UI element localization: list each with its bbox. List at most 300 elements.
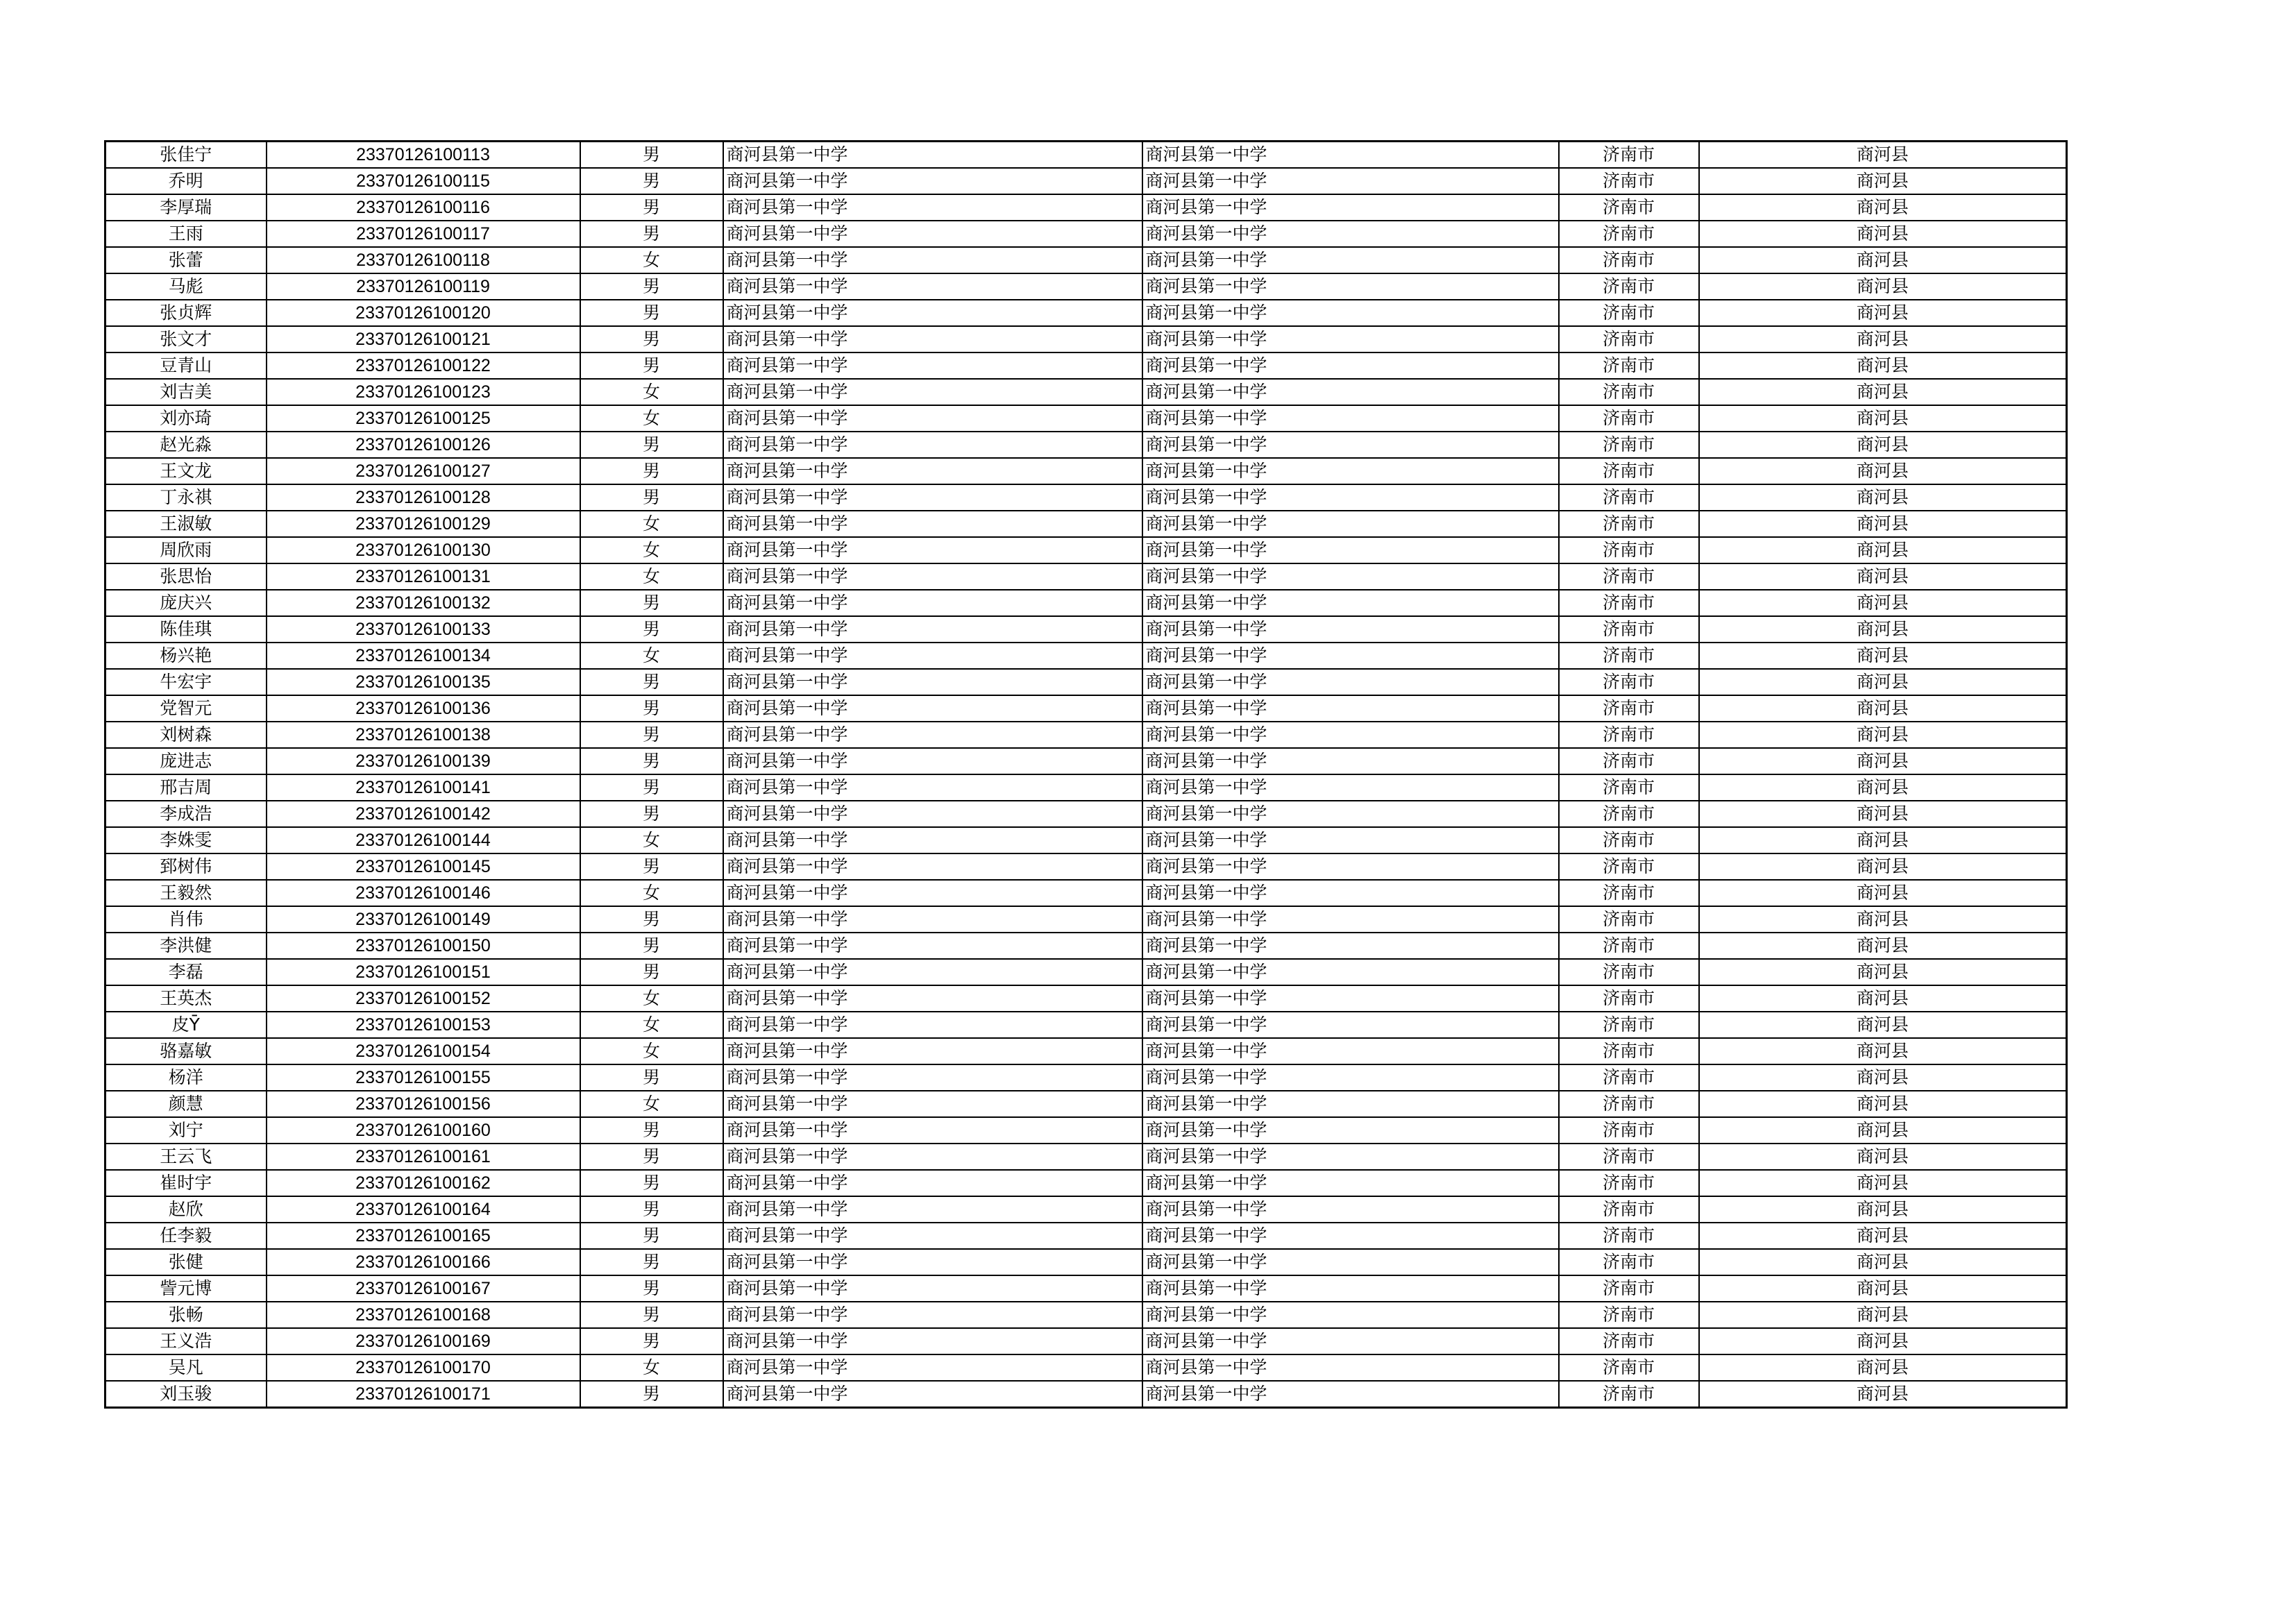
- student-name-cell: 崔时宇: [105, 1170, 267, 1196]
- school-name-cell: 商河县第一中学: [723, 695, 1142, 722]
- city-cell: 济南市: [1559, 1196, 1699, 1223]
- table-row: [105, 1064, 2067, 1091]
- school-name-cell: 商河县第一中学: [723, 748, 1142, 774]
- table-row: [105, 1117, 2067, 1144]
- exam-school-name-cell: 商河县第一中学: [1142, 484, 1559, 511]
- city-cell: 济南市: [1559, 1381, 1699, 1408]
- exam-school-name-cell: 商河县第一中学: [1142, 695, 1559, 722]
- table-row: [105, 1170, 2067, 1196]
- city-cell: 济南市: [1559, 194, 1699, 221]
- student-name-cell: 庞庆兴: [105, 590, 267, 616]
- city-cell: 济南市: [1559, 379, 1699, 405]
- exam-number-cell: 23370126100127: [267, 458, 580, 484]
- student-name-cell: 王义浩: [105, 1328, 267, 1354]
- student-name-cell: 杨兴艳: [105, 643, 267, 669]
- exam-number-cell: 23370126100133: [267, 616, 580, 643]
- gender-cell: 女: [580, 405, 723, 432]
- city-cell: 济南市: [1559, 643, 1699, 669]
- exam-number-cell: 23370126100113: [267, 142, 580, 169]
- county-cell: 商河县: [1699, 1196, 2067, 1223]
- gender-cell: 男: [580, 273, 723, 300]
- school-name-cell: 商河县第一中学: [723, 590, 1142, 616]
- student-name-cell: 庞进志: [105, 748, 267, 774]
- table-row: [105, 985, 2067, 1012]
- gender-cell: 男: [580, 801, 723, 827]
- exam-number-cell: 23370126100153: [267, 1012, 580, 1038]
- gender-cell: 男: [580, 853, 723, 880]
- county-cell: 商河县: [1699, 511, 2067, 537]
- exam-school-name-cell: 商河县第一中学: [1142, 194, 1559, 221]
- city-cell: 济南市: [1559, 590, 1699, 616]
- school-name-cell: 商河县第一中学: [723, 326, 1142, 352]
- gender-cell: 男: [580, 221, 723, 247]
- student-name-cell: 杨洋: [105, 1064, 267, 1091]
- table-row: [105, 643, 2067, 669]
- city-cell: 济南市: [1559, 1038, 1699, 1064]
- county-cell: 商河县: [1699, 1249, 2067, 1275]
- table-row: [105, 537, 2067, 563]
- city-cell: 济南市: [1559, 1223, 1699, 1249]
- city-cell: 济南市: [1559, 959, 1699, 985]
- school-name-cell: 商河县第一中学: [723, 1117, 1142, 1144]
- city-cell: 济南市: [1559, 880, 1699, 906]
- school-name-cell: 商河县第一中学: [723, 405, 1142, 432]
- county-cell: 商河县: [1699, 853, 2067, 880]
- gender-cell: 男: [580, 1328, 723, 1354]
- exam-school-name-cell: 商河县第一中学: [1142, 774, 1559, 801]
- gender-cell: 男: [580, 142, 723, 169]
- city-cell: 济南市: [1559, 511, 1699, 537]
- exam-school-name-cell: 商河县第一中学: [1142, 1223, 1559, 1249]
- student-name-cell: 邢吉周: [105, 774, 267, 801]
- city-cell: 济南市: [1559, 985, 1699, 1012]
- county-cell: 商河县: [1699, 695, 2067, 722]
- gender-cell: 男: [580, 1144, 723, 1170]
- gender-cell: 男: [580, 458, 723, 484]
- student-name-cell: 李洪健: [105, 933, 267, 959]
- student-name-cell: 马彪: [105, 273, 267, 300]
- county-cell: 商河县: [1699, 827, 2067, 853]
- exam-school-name-cell: 商河县第一中学: [1142, 801, 1559, 827]
- school-name-cell: 商河县第一中学: [723, 1064, 1142, 1091]
- city-cell: 济南市: [1559, 221, 1699, 247]
- city-cell: 济南市: [1559, 537, 1699, 563]
- school-name-cell: 商河县第一中学: [723, 880, 1142, 906]
- exam-number-cell: 23370126100164: [267, 1196, 580, 1223]
- school-name-cell: 商河县第一中学: [723, 774, 1142, 801]
- gender-cell: 男: [580, 1196, 723, 1223]
- student-name-cell: 颜慧: [105, 1091, 267, 1117]
- school-name-cell: 商河县第一中学: [723, 1012, 1142, 1038]
- county-cell: 商河县: [1699, 1064, 2067, 1091]
- school-name-cell: 商河县第一中学: [723, 1275, 1142, 1302]
- exam-number-cell: 23370126100146: [267, 880, 580, 906]
- county-cell: 商河县: [1699, 774, 2067, 801]
- table-row: [105, 1038, 2067, 1064]
- gender-cell: 男: [580, 933, 723, 959]
- school-name-cell: 商河县第一中学: [723, 379, 1142, 405]
- student-name-cell: 张健: [105, 1249, 267, 1275]
- school-name-cell: 商河县第一中学: [723, 906, 1142, 933]
- table-row: [105, 1223, 2067, 1249]
- exam-school-name-cell: 商河县第一中学: [1142, 827, 1559, 853]
- gender-cell: 女: [580, 511, 723, 537]
- exam-school-name-cell: 商河县第一中学: [1142, 906, 1559, 933]
- exam-number-cell: 23370126100126: [267, 432, 580, 458]
- exam-number-cell: 23370126100121: [267, 326, 580, 352]
- school-name-cell: 商河县第一中学: [723, 1038, 1142, 1064]
- exam-school-name-cell: 商河县第一中学: [1142, 669, 1559, 695]
- exam-number-cell: 23370126100149: [267, 906, 580, 933]
- exam-number-cell: 23370126100116: [267, 194, 580, 221]
- table-row: [105, 1196, 2067, 1223]
- county-cell: 商河县: [1699, 590, 2067, 616]
- county-cell: 商河县: [1699, 1354, 2067, 1381]
- exam-school-name-cell: 商河县第一中学: [1142, 511, 1559, 537]
- table-row: [105, 801, 2067, 827]
- exam-school-name-cell: 商河县第一中学: [1142, 1064, 1559, 1091]
- exam-number-cell: 23370126100115: [267, 168, 580, 194]
- roster-body: [105, 142, 2067, 1408]
- gender-cell: 女: [580, 563, 723, 590]
- exam-school-name-cell: 商河县第一中学: [1142, 326, 1559, 352]
- student-name-cell: 李成浩: [105, 801, 267, 827]
- gender-cell: 男: [580, 1223, 723, 1249]
- exam-number-cell: 23370126100156: [267, 1091, 580, 1117]
- gender-cell: 女: [580, 1038, 723, 1064]
- county-cell: 商河县: [1699, 1381, 2067, 1408]
- city-cell: 济南市: [1559, 273, 1699, 300]
- gender-cell: 女: [580, 247, 723, 273]
- exam-school-name-cell: 商河县第一中学: [1142, 1354, 1559, 1381]
- county-cell: 商河县: [1699, 168, 2067, 194]
- school-name-cell: 商河县第一中学: [723, 1354, 1142, 1381]
- student-name-cell: 刘吉美: [105, 379, 267, 405]
- gender-cell: 男: [580, 1381, 723, 1408]
- table-row: [105, 959, 2067, 985]
- exam-number-cell: 23370126100167: [267, 1275, 580, 1302]
- student-name-cell: 肖伟: [105, 906, 267, 933]
- city-cell: 济南市: [1559, 774, 1699, 801]
- county-cell: 商河县: [1699, 933, 2067, 959]
- exam-number-cell: 23370126100154: [267, 1038, 580, 1064]
- county-cell: 商河县: [1699, 484, 2067, 511]
- exam-school-name-cell: 商河县第一中学: [1142, 432, 1559, 458]
- exam-number-cell: 23370126100166: [267, 1249, 580, 1275]
- school-name-cell: 商河县第一中学: [723, 221, 1142, 247]
- student-name-cell: 周欣雨: [105, 537, 267, 563]
- exam-number-cell: 23370126100151: [267, 959, 580, 985]
- table-row: [105, 273, 2067, 300]
- school-name-cell: 商河县第一中学: [723, 247, 1142, 273]
- student-name-cell: 牛宏宇: [105, 669, 267, 695]
- exam-school-name-cell: 商河县第一中学: [1142, 405, 1559, 432]
- city-cell: 济南市: [1559, 1354, 1699, 1381]
- city-cell: 济南市: [1559, 748, 1699, 774]
- student-name-cell: 李姝雯: [105, 827, 267, 853]
- city-cell: 济南市: [1559, 432, 1699, 458]
- city-cell: 济南市: [1559, 1117, 1699, 1144]
- gender-cell: 男: [580, 774, 723, 801]
- table-row: [105, 142, 2067, 169]
- student-name-cell: 吴凡: [105, 1354, 267, 1381]
- student-name-cell: 李厚瑞: [105, 194, 267, 221]
- student-name-cell: 李磊: [105, 959, 267, 985]
- exam-school-name-cell: 商河县第一中学: [1142, 748, 1559, 774]
- student-name-cell: 丁永祺: [105, 484, 267, 511]
- table-row: [105, 1328, 2067, 1354]
- student-name-cell: 刘玉骏: [105, 1381, 267, 1408]
- table-row: [105, 432, 2067, 458]
- exam-number-cell: 23370126100165: [267, 1223, 580, 1249]
- exam-number-cell: 23370126100142: [267, 801, 580, 827]
- gender-cell: 男: [580, 1302, 723, 1328]
- county-cell: 商河县: [1699, 1170, 2067, 1196]
- county-cell: 商河县: [1699, 326, 2067, 352]
- school-name-cell: 商河县第一中学: [723, 563, 1142, 590]
- gender-cell: 男: [580, 959, 723, 985]
- exam-school-name-cell: 商河县第一中学: [1142, 1170, 1559, 1196]
- exam-school-name-cell: 商河县第一中学: [1142, 1328, 1559, 1354]
- exam-number-cell: 23370126100150: [267, 933, 580, 959]
- table-row: [105, 748, 2067, 774]
- table-row: [105, 405, 2067, 432]
- exam-number-cell: 23370126100170: [267, 1354, 580, 1381]
- table-row: [105, 221, 2067, 247]
- school-name-cell: 商河县第一中学: [723, 1302, 1142, 1328]
- exam-number-cell: 23370126100128: [267, 484, 580, 511]
- table-row: [105, 669, 2067, 695]
- table-row: [105, 379, 2067, 405]
- student-name-cell: 皮Ȳ: [105, 1012, 267, 1038]
- school-name-cell: 商河县第一中学: [723, 722, 1142, 748]
- school-name-cell: 商河县第一中学: [723, 142, 1142, 169]
- county-cell: 商河县: [1699, 906, 2067, 933]
- school-name-cell: 商河县第一中学: [723, 273, 1142, 300]
- school-name-cell: 商河县第一中学: [723, 1196, 1142, 1223]
- exam-school-name-cell: 商河县第一中学: [1142, 933, 1559, 959]
- county-cell: 商河县: [1699, 1328, 2067, 1354]
- student-name-cell: 张思怡: [105, 563, 267, 590]
- school-name-cell: 商河县第一中学: [723, 458, 1142, 484]
- school-name-cell: 商河县第一中学: [723, 985, 1142, 1012]
- gender-cell: 男: [580, 695, 723, 722]
- table-row: [105, 247, 2067, 273]
- exam-school-name-cell: 商河县第一中学: [1142, 1302, 1559, 1328]
- table-row: [105, 458, 2067, 484]
- city-cell: 济南市: [1559, 695, 1699, 722]
- school-name-cell: 商河县第一中学: [723, 1091, 1142, 1117]
- school-name-cell: 商河县第一中学: [723, 432, 1142, 458]
- exam-school-name-cell: 商河县第一中学: [1142, 221, 1559, 247]
- table-row: [105, 1302, 2067, 1328]
- exam-number-cell: 23370126100130: [267, 537, 580, 563]
- city-cell: 济南市: [1559, 722, 1699, 748]
- city-cell: 济南市: [1559, 933, 1699, 959]
- exam-number-cell: 23370126100131: [267, 563, 580, 590]
- gender-cell: 男: [580, 590, 723, 616]
- student-name-cell: 乔明: [105, 168, 267, 194]
- table-row: [105, 695, 2067, 722]
- exam-school-name-cell: 商河县第一中学: [1142, 1038, 1559, 1064]
- table-row: [105, 168, 2067, 194]
- student-name-cell: 张文才: [105, 326, 267, 352]
- exam-school-name-cell: 商河县第一中学: [1142, 379, 1559, 405]
- city-cell: 济南市: [1559, 1275, 1699, 1302]
- exam-number-cell: 23370126100136: [267, 695, 580, 722]
- exam-number-cell: 23370126100145: [267, 853, 580, 880]
- exam-number-cell: 23370126100122: [267, 352, 580, 379]
- exam-school-name-cell: 商河县第一中学: [1142, 458, 1559, 484]
- county-cell: 商河县: [1699, 1038, 2067, 1064]
- county-cell: 商河县: [1699, 458, 2067, 484]
- exam-school-name-cell: 商河县第一中学: [1142, 537, 1559, 563]
- city-cell: 济南市: [1559, 616, 1699, 643]
- table-row: [105, 880, 2067, 906]
- county-cell: 商河县: [1699, 880, 2067, 906]
- exam-number-cell: 23370126100123: [267, 379, 580, 405]
- gender-cell: 女: [580, 1012, 723, 1038]
- gender-cell: 男: [580, 194, 723, 221]
- county-cell: 商河县: [1699, 1275, 2067, 1302]
- table-row: [105, 300, 2067, 326]
- exam-number-cell: 23370126100144: [267, 827, 580, 853]
- student-name-cell: 王毅然: [105, 880, 267, 906]
- exam-number-cell: 23370126100120: [267, 300, 580, 326]
- county-cell: 商河县: [1699, 432, 2067, 458]
- exam-number-cell: 23370126100161: [267, 1144, 580, 1170]
- exam-number-cell: 23370126100129: [267, 511, 580, 537]
- school-name-cell: 商河县第一中学: [723, 511, 1142, 537]
- gender-cell: 男: [580, 1275, 723, 1302]
- exam-school-name-cell: 商河县第一中学: [1142, 352, 1559, 379]
- exam-school-name-cell: 商河县第一中学: [1142, 590, 1559, 616]
- student-name-cell: 党智元: [105, 695, 267, 722]
- school-name-cell: 商河县第一中学: [723, 352, 1142, 379]
- school-name-cell: 商河县第一中学: [723, 933, 1142, 959]
- county-cell: 商河县: [1699, 247, 2067, 273]
- county-cell: 商河县: [1699, 643, 2067, 669]
- city-cell: 济南市: [1559, 853, 1699, 880]
- gender-cell: 男: [580, 326, 723, 352]
- exam-school-name-cell: 商河县第一中学: [1142, 880, 1559, 906]
- exam-school-name-cell: 商河县第一中学: [1142, 563, 1559, 590]
- exam-school-name-cell: 商河县第一中学: [1142, 273, 1559, 300]
- county-cell: 商河县: [1699, 142, 2067, 169]
- county-cell: 商河县: [1699, 300, 2067, 326]
- county-cell: 商河县: [1699, 722, 2067, 748]
- county-cell: 商河县: [1699, 1223, 2067, 1249]
- exam-school-name-cell: 商河县第一中学: [1142, 247, 1559, 273]
- city-cell: 济南市: [1559, 563, 1699, 590]
- county-cell: 商河县: [1699, 959, 2067, 985]
- table-row: [105, 853, 2067, 880]
- school-name-cell: 商河县第一中学: [723, 1144, 1142, 1170]
- county-cell: 商河县: [1699, 1091, 2067, 1117]
- exam-school-name-cell: 商河县第一中学: [1142, 1117, 1559, 1144]
- gender-cell: 女: [580, 379, 723, 405]
- city-cell: 济南市: [1559, 458, 1699, 484]
- exam-school-name-cell: 商河县第一中学: [1142, 1249, 1559, 1275]
- county-cell: 商河县: [1699, 1012, 2067, 1038]
- city-cell: 济南市: [1559, 142, 1699, 169]
- gender-cell: 男: [580, 669, 723, 695]
- exam-number-cell: 23370126100169: [267, 1328, 580, 1354]
- student-name-cell: 刘亦琦: [105, 405, 267, 432]
- city-cell: 济南市: [1559, 906, 1699, 933]
- school-name-cell: 商河县第一中学: [723, 168, 1142, 194]
- student-name-cell: 王淑敏: [105, 511, 267, 537]
- gender-cell: 女: [580, 1091, 723, 1117]
- gender-cell: 男: [580, 748, 723, 774]
- city-cell: 济南市: [1559, 326, 1699, 352]
- exam-school-name-cell: 商河县第一中学: [1142, 616, 1559, 643]
- city-cell: 济南市: [1559, 168, 1699, 194]
- exam-school-name-cell: 商河县第一中学: [1142, 168, 1559, 194]
- student-name-cell: 张贞辉: [105, 300, 267, 326]
- county-cell: 商河县: [1699, 273, 2067, 300]
- table-row: [105, 616, 2067, 643]
- city-cell: 济南市: [1559, 669, 1699, 695]
- county-cell: 商河县: [1699, 405, 2067, 432]
- exam-school-name-cell: 商河县第一中学: [1142, 985, 1559, 1012]
- exam-number-cell: 23370126100168: [267, 1302, 580, 1328]
- exam-number-cell: 23370126100138: [267, 722, 580, 748]
- exam-school-name-cell: 商河县第一中学: [1142, 722, 1559, 748]
- gender-cell: 男: [580, 300, 723, 326]
- gender-cell: 男: [580, 1064, 723, 1091]
- student-name-cell: 訾元博: [105, 1275, 267, 1302]
- city-cell: 济南市: [1559, 1012, 1699, 1038]
- county-cell: 商河县: [1699, 801, 2067, 827]
- county-cell: 商河县: [1699, 616, 2067, 643]
- exam-school-name-cell: 商河县第一中学: [1142, 1196, 1559, 1223]
- exam-school-name-cell: 商河县第一中学: [1142, 1012, 1559, 1038]
- county-cell: 商河县: [1699, 1117, 2067, 1144]
- table-row: [105, 511, 2067, 537]
- city-cell: 济南市: [1559, 247, 1699, 273]
- city-cell: 济南市: [1559, 1249, 1699, 1275]
- student-roster-table: [104, 140, 2068, 1409]
- student-name-cell: 王雨: [105, 221, 267, 247]
- school-name-cell: 商河县第一中学: [723, 300, 1142, 326]
- exam-school-name-cell: 商河县第一中学: [1142, 300, 1559, 326]
- exam-number-cell: 23370126100118: [267, 247, 580, 273]
- school-name-cell: 商河县第一中学: [723, 669, 1142, 695]
- exam-number-cell: 23370126100132: [267, 590, 580, 616]
- table-row: [105, 1012, 2067, 1038]
- exam-school-name-cell: 商河县第一中学: [1142, 142, 1559, 169]
- table-row: [105, 563, 2067, 590]
- school-name-cell: 商河县第一中学: [723, 1170, 1142, 1196]
- student-name-cell: 郅树伟: [105, 853, 267, 880]
- student-name-cell: 赵欣: [105, 1196, 267, 1223]
- exam-number-cell: 23370126100160: [267, 1117, 580, 1144]
- school-name-cell: 商河县第一中学: [723, 194, 1142, 221]
- table-row: [105, 326, 2067, 352]
- table-row: [105, 590, 2067, 616]
- county-cell: 商河县: [1699, 379, 2067, 405]
- table-row: [105, 774, 2067, 801]
- county-cell: 商河县: [1699, 563, 2067, 590]
- gender-cell: 男: [580, 484, 723, 511]
- gender-cell: 男: [580, 722, 723, 748]
- gender-cell: 女: [580, 1354, 723, 1381]
- table-row: [105, 1381, 2067, 1408]
- city-cell: 济南市: [1559, 1170, 1699, 1196]
- gender-cell: 女: [580, 985, 723, 1012]
- county-cell: 商河县: [1699, 985, 2067, 1012]
